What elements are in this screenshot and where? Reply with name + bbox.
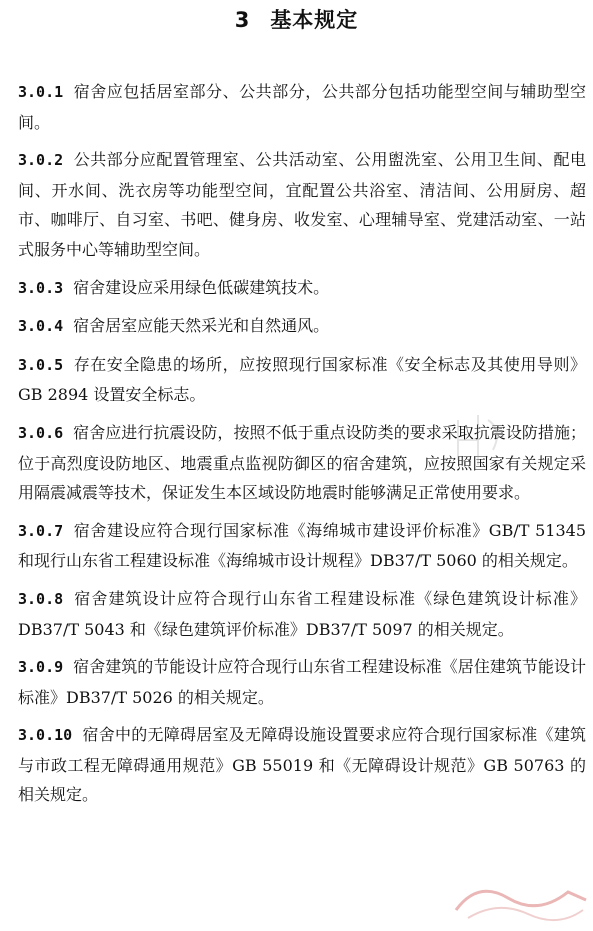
clause-3-0-7 (18, 516, 586, 576)
clause-3-0-4 (18, 311, 586, 342)
clause-number: 3.0.10 (18, 726, 73, 745)
section-title: 基本规定 (270, 8, 359, 32)
clause-text: 公共部分应配置管理室、公共活动室、公用盥洗室、公用卫生间、配电间、开水间、洗衣房等功能型空间，宜配置公共浴室、清洁间、公用厨房、超市、咖啡厅、自习室、书吧、健身房、收发室、心理辅导室、党建活动室、一站式服务中心等辅助型空间。 (18, 150, 586, 259)
clause-number: 3.0.8 (18, 589, 64, 608)
clause-number: 3.0.6 (18, 423, 64, 442)
section-number: 3 (234, 8, 251, 32)
clause-text: 宿舍应包括居室部分、公共部分，公共部分包括功能型空间与辅助型空间。 (18, 82, 586, 132)
clause-3-0-5 (18, 350, 586, 410)
clause-number: 3.0.4 (18, 317, 64, 336)
clause-text: 宿舍应进行抗震设防，按照不低于重点设防类的要求采取抗震设防措施；位于高烈度设防地区、地震重点监视防御区的宿舍建筑，应按照国家有关规定采用隔震减震等技术，保证发生本区域设防地震时能够满足正常使用要求。 (18, 422, 586, 503)
clause-3-0-1 (18, 77, 586, 137)
watermark-logo-icon (448, 870, 593, 926)
clause-list (18, 77, 586, 818)
clause-3-0-8 (18, 584, 586, 644)
clause-3-0-6 (18, 418, 586, 508)
clause-3-0-2 (18, 145, 586, 264)
clause-number: 3.0.7 (18, 521, 64, 540)
clause-number: 3.0.2 (18, 151, 64, 170)
section-heading (0, 4, 593, 34)
clause-text: 存在安全隐患的场所，应按照现行国家标准《安全标志及其使用导则》GB 2894 设置安全标志。 (18, 354, 586, 405)
clause-number: 3.0.3 (18, 278, 64, 297)
clause-text: 宿舍中的无障碍居室及无障碍设施设置要求应符合现行国家标准《建筑与市政工程无障碍通用规范》GB 55019 和《无障碍设计规范》GB 50763 的相关规定。 (18, 725, 586, 805)
clause-number: 3.0.1 (18, 83, 64, 101)
clause-text: 宿舍建筑设计应符合现行山东省工程建设标准《绿色建筑设计标准》DB37/T 5043 和《绿色建筑评价标准》DB37/T 5097 的相关规定。 (18, 588, 586, 639)
clause-text: 宿舍建设应采用绿色低碳建筑技术。 (73, 277, 330, 297)
clause-3-0-3 (18, 273, 586, 304)
clause-text: 宿舍居室应能天然采光和自然通风。 (73, 316, 330, 336)
clause-number: 3.0.9 (18, 658, 64, 677)
clause-text: 宿舍建筑的节能设计应符合现行山东省工程建设标准《居住建筑节能设计标准》DB37/T 5026 的相关规定。 (18, 657, 586, 707)
clause-3-0-9 (18, 652, 586, 712)
clause-3-0-10 (18, 720, 586, 810)
clause-text: 宿舍建设应符合现行国家标准《海绵城市建设评价标准》GB/T 51345 和现行山东省工程建设标准《海绵城市设计规程》DB37/T 5060 的相关规定。 (18, 520, 586, 571)
clause-number: 3.0.5 (18, 355, 64, 374)
